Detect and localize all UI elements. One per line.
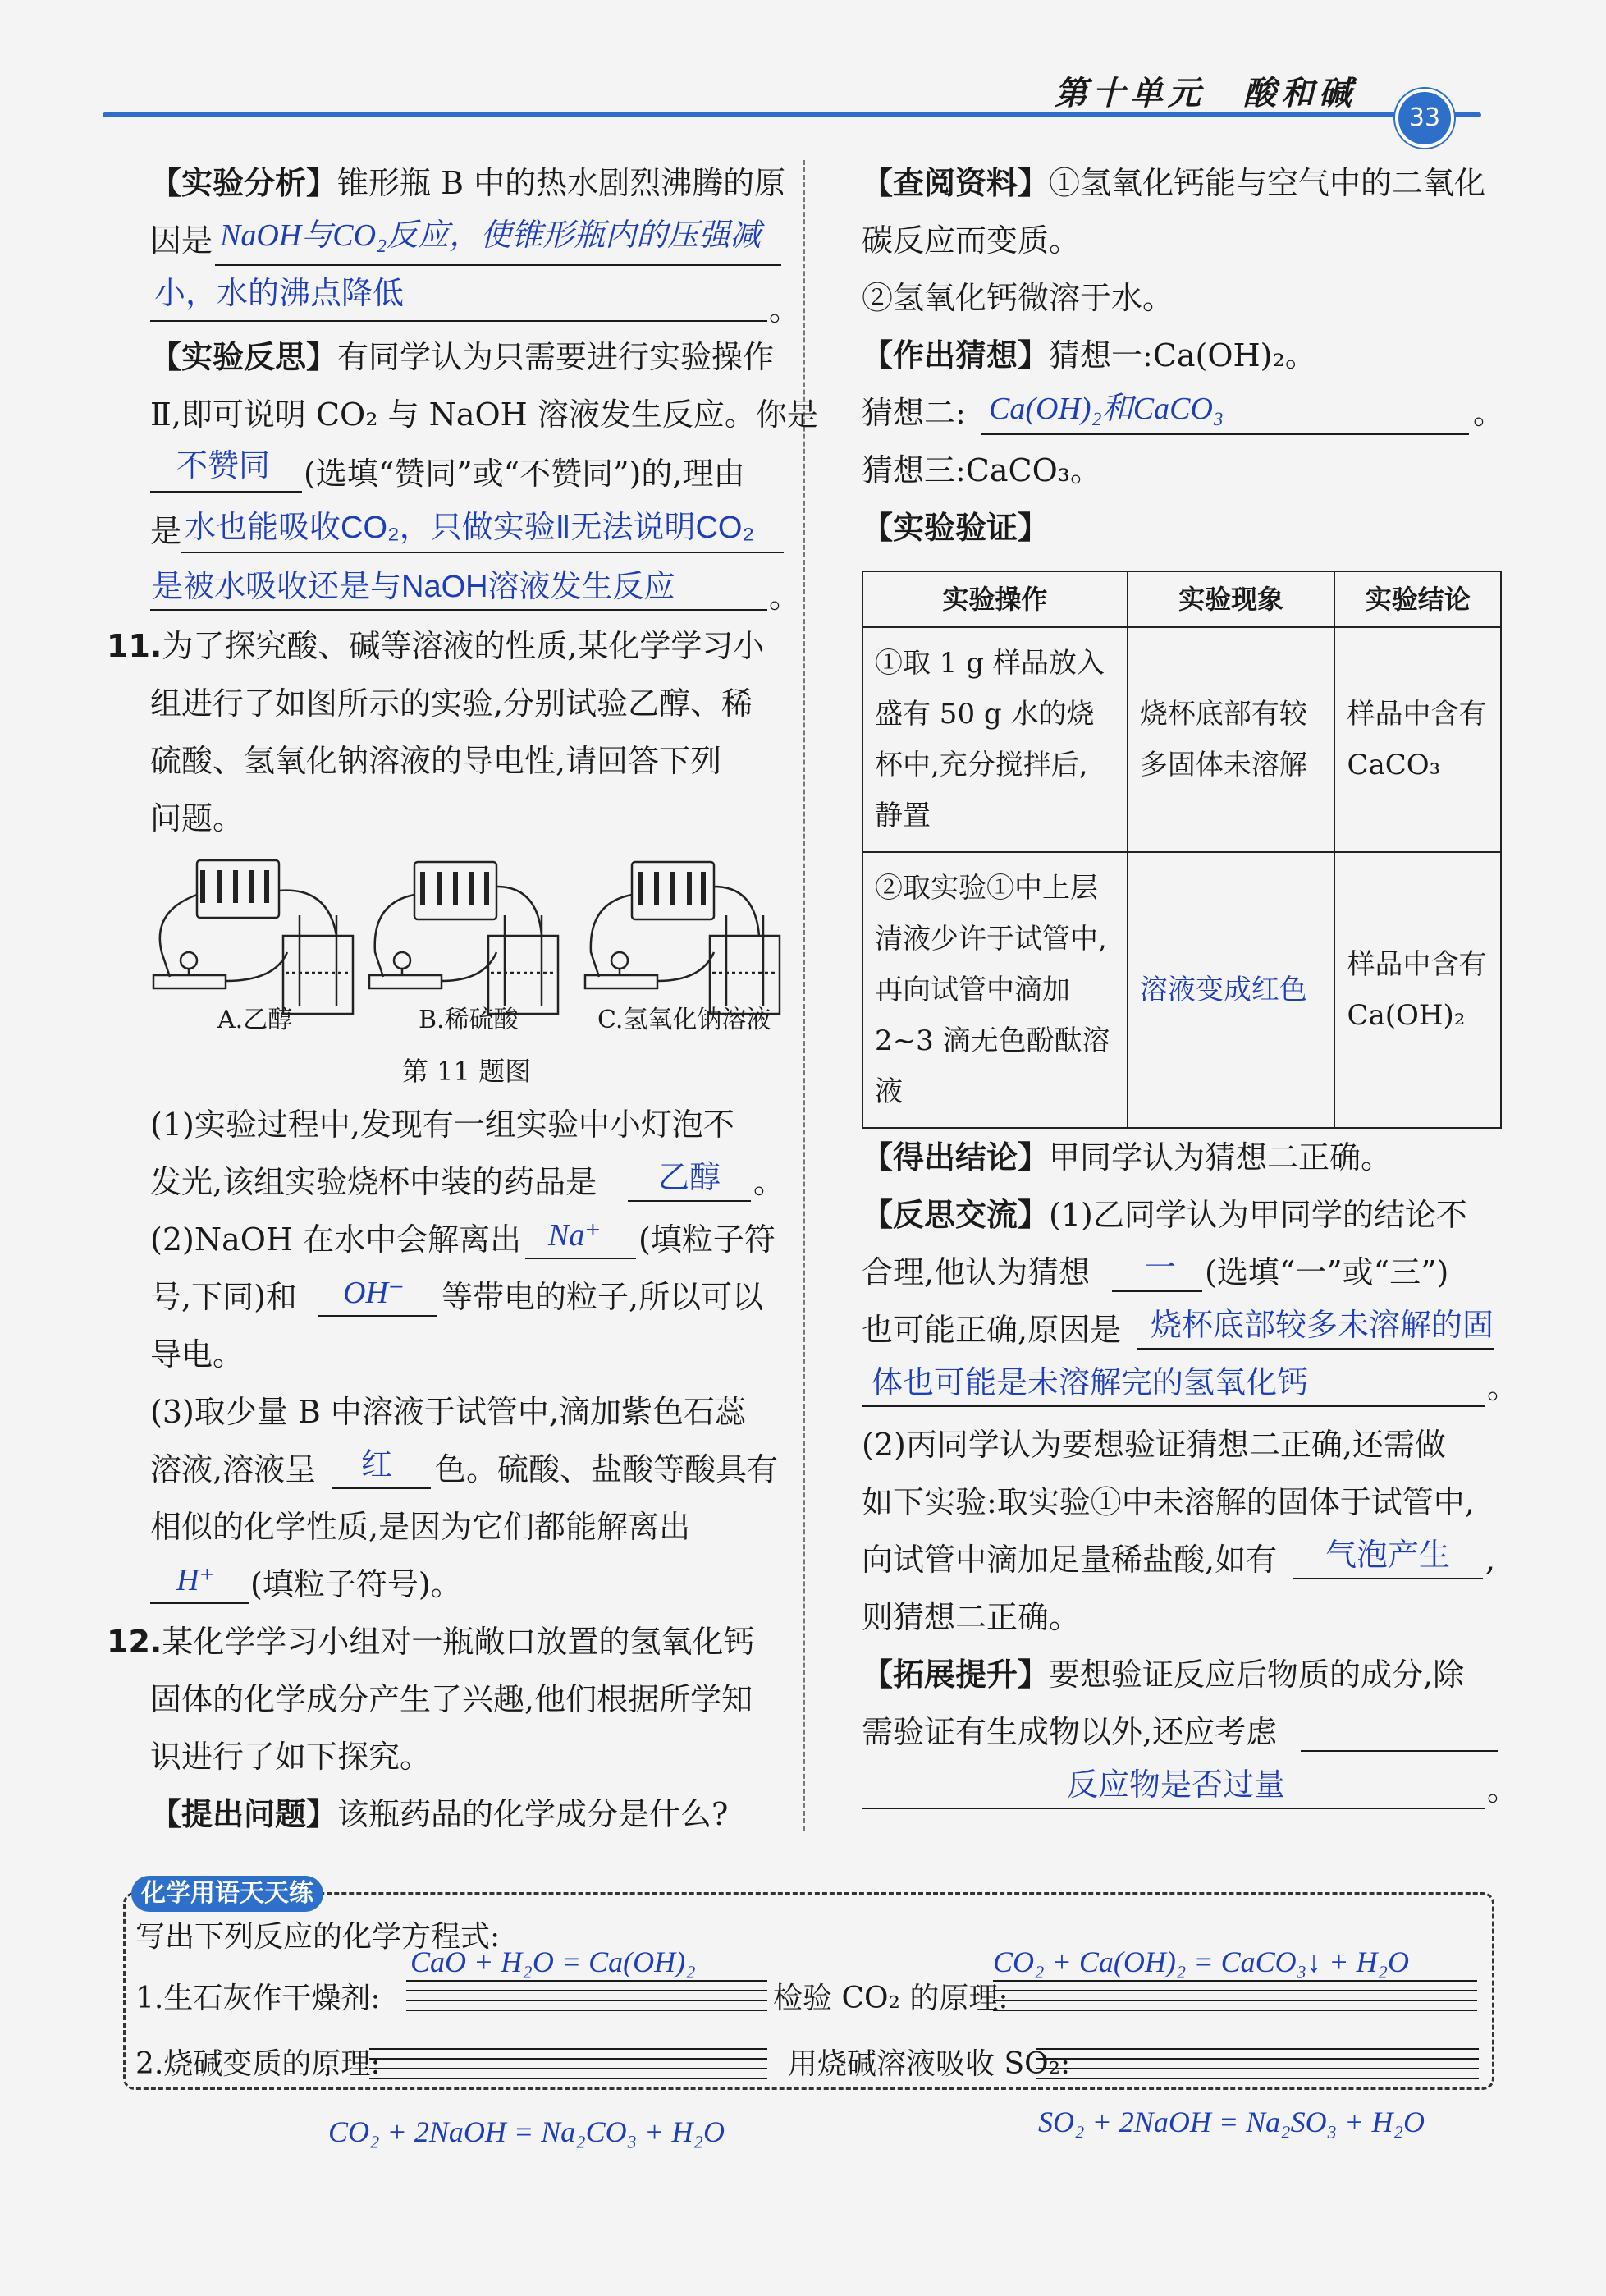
write-line xyxy=(1036,2058,1479,2060)
table-cell: ②取实验①中上层清液少许于试管中,再向试管中滴加 2~3 滴无色酚酞溶液 xyxy=(862,852,1128,1128)
figure-label-a: A.乙醇 xyxy=(217,1006,293,1034)
answer-line xyxy=(332,1487,431,1489)
table-header: 实验现象 xyxy=(1128,571,1335,627)
write-line xyxy=(369,2048,767,2050)
table-cell: 样品中含有 Ca(OH)₂ xyxy=(1334,852,1501,1128)
extension-label: 【拓展提升】 xyxy=(862,1657,1050,1693)
q11-2-text-2: (填粒子符 xyxy=(638,1221,776,1258)
write-line xyxy=(1036,2068,1479,2069)
q11-2-text-1: (2)NaOH 在水中会解离出 xyxy=(150,1221,522,1258)
verify-label: 【实验验证】 xyxy=(862,510,1050,546)
q12-text-1: 某化学学习小组对一瓶敞口放置的氢氧化钙 xyxy=(162,1624,755,1660)
exchange-text-8: 则猜想二正确。 xyxy=(862,1599,1081,1635)
write-line xyxy=(406,2000,767,2001)
answer-line xyxy=(1112,1290,1202,1292)
table-cell: 样品中含有 CaCO₃ xyxy=(1334,627,1501,852)
answer-line xyxy=(318,1315,437,1317)
guess-2-prefix: 猜想二: xyxy=(862,395,966,431)
practice-item-1b: 检验 CO₂ 的原理: xyxy=(773,1982,1009,2015)
conclusion-label: 【得出结论】 xyxy=(862,1139,1050,1175)
exchange-label: 【反思交流】 xyxy=(862,1197,1050,1233)
practice-intro: 写出下列反应的化学方程式: xyxy=(135,1920,501,1954)
q11-1-answer: 乙醇 xyxy=(658,1161,721,1195)
answer-line xyxy=(1293,1578,1483,1579)
reflect-label: 【实验反思】 xyxy=(150,339,338,375)
reflect-text: 有同学认为只需要进行实验操作 xyxy=(337,339,775,375)
question-12-number: 12. xyxy=(107,1624,162,1660)
q11-2-text-5: 导电。 xyxy=(150,1336,245,1373)
q11-text-2: 组进行了如图所示的实验,分别试验乙醇、稀 xyxy=(150,685,753,722)
reference-label: 【查阅资料】 xyxy=(862,165,1050,201)
answer-line xyxy=(181,552,784,553)
answer-line xyxy=(150,320,767,322)
practice-item-2: 2.烧碱变质的原理: xyxy=(135,2047,381,2081)
exchange-text-4: 也可能正确,原因是 xyxy=(862,1312,1122,1348)
exchange-text-1: (1)乙同学认为甲同学的结论不 xyxy=(1049,1197,1467,1233)
extension-text-2: 需验证有生成物以外,还应考虑 xyxy=(862,1714,1278,1750)
figure-caption: 第 11 题图 xyxy=(402,1056,532,1087)
question-11-number: 11. xyxy=(107,628,162,664)
q11-3-text-5: (填粒子符号)。 xyxy=(250,1566,462,1602)
answer-line xyxy=(150,491,302,493)
experiment-table xyxy=(862,571,1502,1129)
answer-line xyxy=(150,609,767,611)
reflect-text-3: (选填“赞同”或“不赞同”)的,理由 xyxy=(304,456,745,492)
analysis-text: 锥形瓶 B 中的热水剧烈沸腾的原 xyxy=(337,165,786,201)
write-line xyxy=(1036,2078,1479,2079)
reference-text-2: 碳反应而变质。 xyxy=(862,222,1081,259)
q11-3-text-2: 溶液,溶液呈 xyxy=(150,1451,317,1487)
reference-text-3: ②氢氧化钙微溶于水。 xyxy=(862,280,1174,316)
extension-answer: 反应物是否过量 xyxy=(1067,1768,1286,1803)
analysis-text-2: 因是 xyxy=(150,222,213,259)
answer-line xyxy=(1301,1750,1498,1752)
write-line xyxy=(993,2010,1477,2011)
practice-answer-1b: CO₂ + Ca(OH)₂ = CaCO₃↓ + H₂O xyxy=(993,1945,1409,1978)
guess-label: 【作出猜想】 xyxy=(862,337,1050,374)
analysis-answer-1: NaOH与CO₂反应，使锥形瓶内的压强减 xyxy=(220,218,762,253)
q11-2-text-3: 号,下同)和 xyxy=(150,1279,297,1315)
write-line xyxy=(406,2010,767,2011)
q11-text-4: 问题。 xyxy=(150,800,245,836)
reference-text-1: ①氢氧化钙能与空气中的二氧化 xyxy=(1049,165,1486,201)
q11-text-3: 硫酸、氢氧化钠溶液的导电性,请回答下列 xyxy=(150,743,722,779)
table-cell: 烧杯底部有较多固体未溶解 xyxy=(1128,627,1335,852)
extension-text-1: 要想验证反应后物质的成分,除 xyxy=(1049,1657,1465,1693)
answer-line xyxy=(215,264,781,266)
write-line xyxy=(369,2068,767,2069)
exchange-answer-1: 一 xyxy=(1145,1251,1177,1285)
write-line xyxy=(406,1990,767,1991)
practice-item-1: 1.生石灰作干燥剂: xyxy=(135,1982,381,2015)
exchange-answer-4: 气泡产生 xyxy=(1325,1538,1451,1573)
answer-line xyxy=(150,1602,249,1604)
practice-answer-1: CaO + H₂O = Ca(OH)₂ xyxy=(410,1945,696,1978)
write-line xyxy=(993,1990,1477,1991)
table-cell: ①取 1 g 样品放入盛有 50 g 水的烧杯中,充分搅拌后,静置 xyxy=(862,627,1128,852)
exchange-answer-2: 烧杯底部较多未溶解的固 xyxy=(1151,1308,1494,1343)
exchange-text-5: (2)丙同学认为要想验证猜想二正确,还需做 xyxy=(862,1427,1446,1463)
analysis-answer-2: 小，水的沸点降低 xyxy=(154,277,405,311)
q12-text-2: 固体的化学成分产生了兴趣,他们根据所学知 xyxy=(150,1681,753,1717)
q11-2-answer-2: OH⁻ xyxy=(343,1276,405,1310)
table-cell-answer: 溶液变成红色 xyxy=(1128,852,1335,1128)
exchange-text-2: 合理,他认为猜想 xyxy=(862,1254,1091,1290)
exchange-text-3: (选填“一”或“三”) xyxy=(1205,1254,1449,1290)
q11-text-1: 为了探究酸、碱等溶液的性质,某化学学习小 xyxy=(162,628,765,664)
exchange-answer-3: 体也可能是未溶解完的氢氧化钙 xyxy=(872,1366,1309,1400)
q11-3-answer-1: 红 xyxy=(361,1448,393,1483)
ask-label: 【提出问题】 xyxy=(150,1796,338,1832)
guess-1: 猜想一:Ca(OH)₂。 xyxy=(1049,337,1316,374)
answer-line xyxy=(1137,1348,1494,1350)
table-row xyxy=(862,627,1501,852)
write-line xyxy=(993,2000,1477,2001)
figure-label-c: C.氢氧化钠溶液 xyxy=(597,1006,771,1034)
conclusion-text: 甲同学认为猜想二正确。 xyxy=(1049,1139,1393,1175)
figure-label-b: B.稀硫酸 xyxy=(419,1006,519,1034)
q11-3-text-4: 相似的化学性质,是因为它们都能解离出 xyxy=(150,1509,691,1545)
reflect-answer-1: 不赞同 xyxy=(176,449,271,483)
q11-3-text-1: (3)取少量 B 中溶液于试管中,滴加紫色石蕊 xyxy=(150,1394,746,1430)
write-line xyxy=(369,2078,767,2079)
answer-line xyxy=(525,1258,636,1259)
practice-answer-2: CO₂ + 2NaOH = Na₂CO₃ + H₂O xyxy=(328,2115,725,2148)
guess-2-answer: Ca(OH)₂和CaCO₃ xyxy=(989,392,1224,426)
reflect-answer-2: 水也能吸收CO₂，只做实验Ⅱ无法说明CO₂ xyxy=(185,511,755,545)
exchange-text-6: 如下实验:取实验①中未溶解的固体于试管中, xyxy=(862,1484,1475,1520)
table-row xyxy=(862,852,1501,1128)
answer-line xyxy=(862,1405,1485,1407)
practice-item-2b: 用烧碱溶液吸收 SO₂: xyxy=(788,2047,1071,2081)
q11-2-answer-1: Na⁺ xyxy=(548,1218,602,1253)
write-line xyxy=(993,1980,1477,1982)
reflect-text-2: Ⅱ,即可说明 CO₂ 与 NaOH 溶液发生反应。你是 xyxy=(150,396,818,433)
analysis-label: 【实验分析】 xyxy=(150,165,338,201)
write-line xyxy=(1036,2048,1479,2050)
table-header-row xyxy=(862,571,1501,627)
header-rule xyxy=(103,112,1481,117)
page-number: 33 xyxy=(1395,89,1454,148)
q11-2-text-4: 等带电的粒子,所以可以 xyxy=(442,1279,764,1315)
write-line xyxy=(369,2058,767,2060)
unit-title: 第十单元 酸和碱 xyxy=(1055,74,1357,112)
practice-answer-2b: SO₂ + 2NaOH = Na₂SO₃ + H₂O xyxy=(1038,2106,1425,2138)
answer-line xyxy=(981,433,1469,435)
ask-text: 该瓶药品的化学成分是什么? xyxy=(337,1796,729,1832)
write-line xyxy=(406,1980,767,1982)
table-header: 实验操作 xyxy=(862,571,1128,627)
q11-1-text-1: (1)实验过程中,发现有一组实验中小灯泡不 xyxy=(150,1107,734,1143)
reflect-answer-3: 是被水吸收还是与NaOH溶液发生反应 xyxy=(152,570,675,604)
q11-3-answer-2: H⁺ xyxy=(176,1563,216,1597)
q11-3-text-3: 色。硫酸、盐酸等酸具有 xyxy=(435,1451,779,1487)
guess-3: 猜想三:CaCO₃。 xyxy=(862,452,1101,488)
q11-1-text-2: 发光,该组实验烧杯中装的药品是 xyxy=(150,1164,597,1200)
answer-line xyxy=(862,1808,1485,1809)
practice-tag: 化学用语天天练 xyxy=(131,1876,323,1912)
q12-text-3: 识进行了如下探究。 xyxy=(150,1739,432,1775)
exchange-text-7: 向试管中滴加足量稀盐酸,如有 xyxy=(862,1542,1278,1578)
table-header: 实验结论 xyxy=(1334,571,1501,627)
answer-line xyxy=(628,1200,751,1202)
reflect-text-4: 是 xyxy=(150,513,182,549)
